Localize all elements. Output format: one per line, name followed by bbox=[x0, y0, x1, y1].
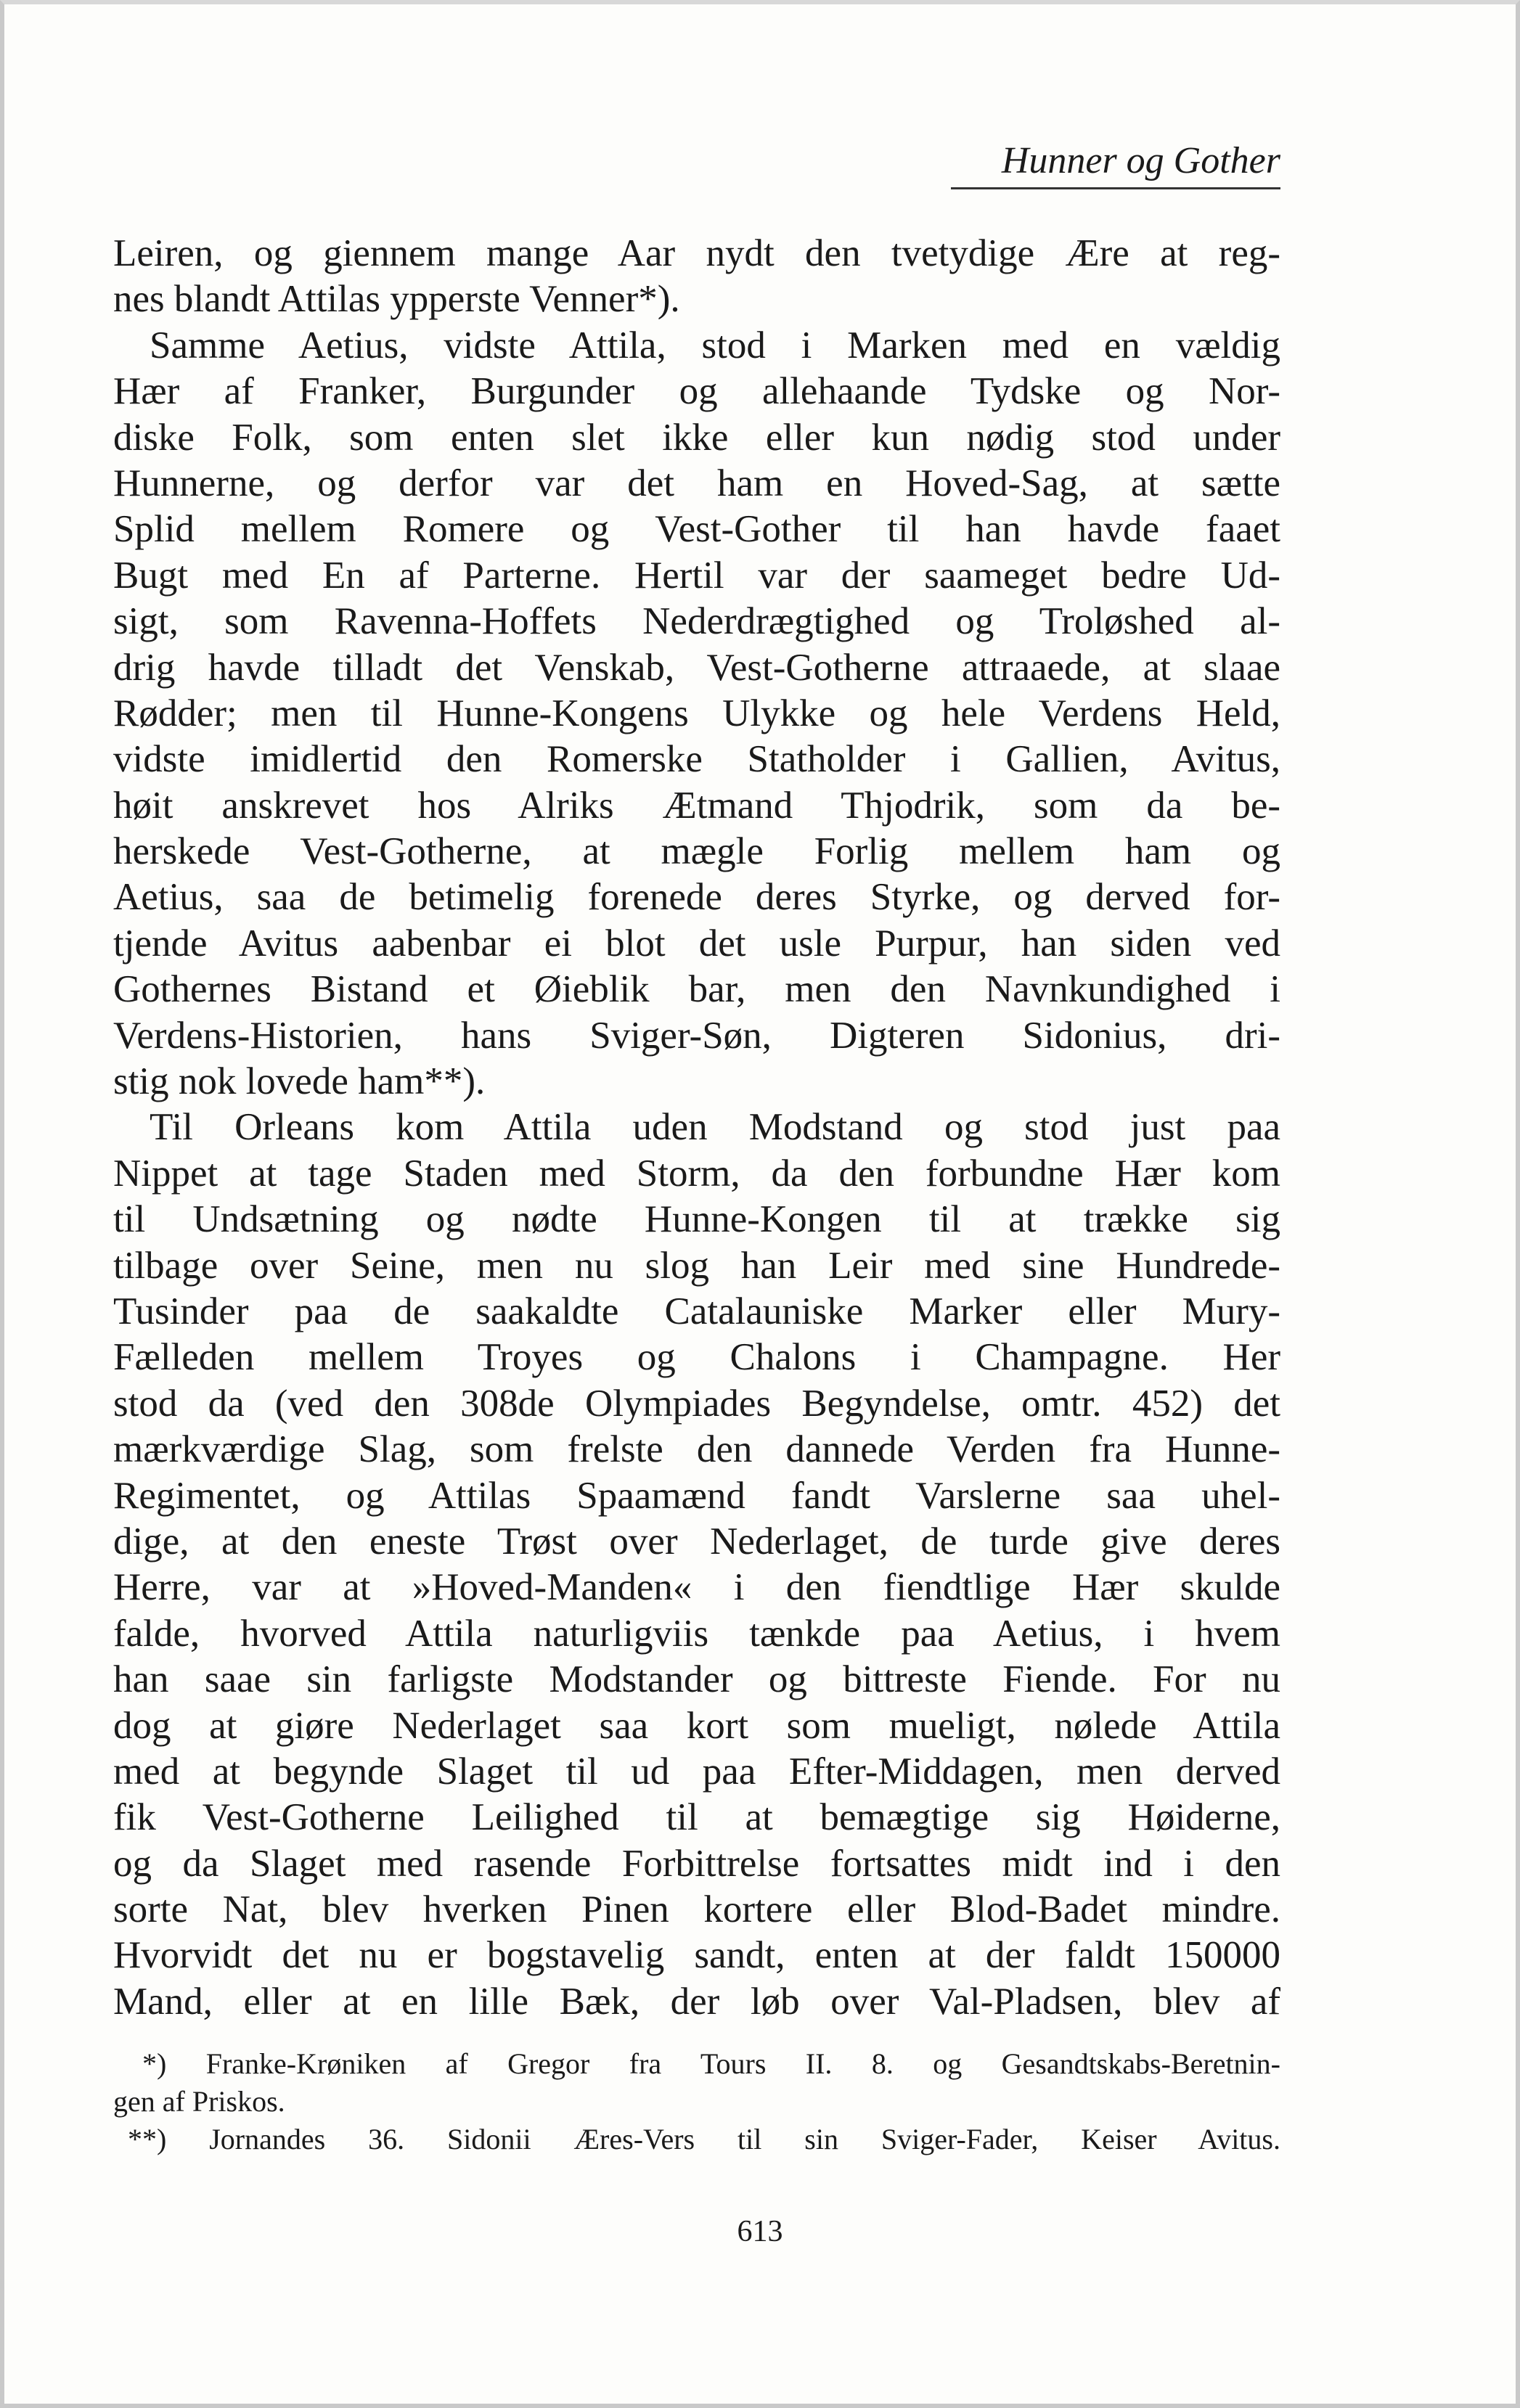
body-line: mærkværdige Slag, som frelste den dannede Verden fra Hunne- bbox=[113, 1428, 1280, 1471]
body-line: til Undsætning og nødte Hunne-Kongen til at trække sig bbox=[113, 1198, 1280, 1241]
body-line: Hunnerne, og derfor var det ham en Hoved-Sag, at sætte bbox=[113, 462, 1280, 504]
body-line: med at begynde Slaget til ud paa Efter-Middagen, men derved bbox=[113, 1750, 1280, 1793]
body-line: sorte Nat, blev hverken Pinen kortere eller Blod-Badet mindre. bbox=[113, 1888, 1280, 1931]
body-line: nes blandt Attilas ypperste Venner*). bbox=[113, 278, 680, 321]
footnotes bbox=[113, 2045, 1280, 2158]
body-line: fik Vest-Gotherne Leilighed til at bemægtige sig Høiderne, bbox=[113, 1796, 1280, 1839]
body-line: Aetius, saa de betimelig forenede deres Styrke, og derved for- bbox=[113, 876, 1280, 919]
body-line: tjende Avitus aabenbar ei blot det usle Purpur, han siden ved bbox=[113, 922, 1280, 965]
body-line: Hvorvidt det nu er bogstavelig sandt, enten at der faldt 150000 bbox=[113, 1934, 1280, 1977]
body-line: Bugt med En af Parterne. Hertil var der saameget bedre Ud- bbox=[113, 554, 1280, 597]
body-line: Rødder; men til Hunne-Kongens Ulykke og hele Verdens Held, bbox=[113, 692, 1280, 734]
body-line: diske Folk, som enten slet ikke eller kun nødig stod under bbox=[113, 416, 1280, 459]
body-line: falde, hvorved Attila naturligviis tænkde paa Aetius, i hvem bbox=[113, 1612, 1280, 1655]
body-line: Til Orleans kom Attila uden Modstand og stod just paa bbox=[150, 1106, 1280, 1149]
body-line: Verdens-Historien, hans Sviger-Søn, Digteren Sidonius, dri- bbox=[113, 1014, 1280, 1057]
footnote-line: gen af Priskos. bbox=[113, 2085, 285, 2118]
body-line: stod da (ved den 308de Olympiades Begyndelse, omtr. 452) det bbox=[113, 1382, 1280, 1425]
body-line: Leiren, og giennem mange Aar nydt den tvetydige Ære at reg- bbox=[113, 232, 1280, 274]
body-line: Samme Aetius, vidste Attila, stod i Marken med en vældig bbox=[150, 324, 1280, 366]
body-line: Regimentet, og Attilas Spaamænd fandt Varslerne saa uhel- bbox=[113, 1474, 1280, 1517]
body-line: sigt, som Ravenna-Hoffets Nederdrægtighed og Troløshed al- bbox=[113, 600, 1280, 643]
footnote-line: *) Franke-Krøniken af Gregor fra Tours II. 8. og Gesandtskabs-Beretnin- bbox=[142, 2047, 1280, 2080]
body-text bbox=[113, 231, 1280, 2025]
body-line: Herre, var at »Hoved-Manden« i den fiendtlige Hær skulde bbox=[113, 1566, 1280, 1609]
body-line: Fælleden mellem Troyes og Chalons i Champagne. Her bbox=[113, 1336, 1280, 1379]
body-line: og da Slaget med rasende Forbittrelse fortsattes midt ind i den bbox=[113, 1842, 1280, 1885]
running-head: Hunner og Gother bbox=[1001, 140, 1280, 181]
body-line: dige, at den eneste Trøst over Nederlaget, de turde give deres bbox=[113, 1520, 1280, 1563]
page-number: 613 bbox=[737, 2215, 783, 2248]
body-line: høit anskrevet hos Alriks Ætmand Thjodrik, som da be- bbox=[113, 784, 1280, 827]
body-line: Hær af Franker, Burgunder og allehaande Tydske og Nor- bbox=[113, 370, 1280, 413]
footnote-line: **) Jornandes 36. Sidonii Æres-Vers til sin Sviger-Fader, Keiser Avitus. bbox=[128, 2123, 1280, 2155]
body-line: herskede Vest-Gotherne, at mægle Forlig mellem ham og bbox=[113, 830, 1280, 873]
body-line: han saae sin farligste Modstander og bittreste Fiende. For nu bbox=[113, 1658, 1280, 1701]
body-line: tilbage over Seine, men nu slog han Leir med sine Hundrede- bbox=[113, 1244, 1280, 1287]
body-line: vidste imidlertid den Romerske Statholder i Gallien, Avitus, bbox=[113, 738, 1280, 781]
body-line: Gothernes Bistand et Øieblik bar, men den Navnkundighed i bbox=[113, 968, 1280, 1011]
body-line: Nippet at tage Staden med Storm, da den forbundne Hær kom bbox=[113, 1152, 1280, 1195]
body-line: stig nok lovede ham**). bbox=[113, 1060, 486, 1103]
body-line: dog at giøre Nederlaget saa kort som mueligt, nølede Attila bbox=[113, 1704, 1280, 1747]
body-line: Tusinder paa de saakaldte Catalauniske Marker eller Mury- bbox=[113, 1290, 1280, 1332]
body-line: drig havde tilladt det Venskab, Vest-Gotherne attraaede, at slaae bbox=[113, 646, 1280, 689]
body-line: Splid mellem Romere og Vest-Gother til han havde faaet bbox=[113, 508, 1280, 551]
running-head-rule bbox=[951, 187, 1280, 189]
body-line: Mand, eller at en lille Bæk, der løb over Val-Pladsen, blev af bbox=[113, 1980, 1280, 2023]
